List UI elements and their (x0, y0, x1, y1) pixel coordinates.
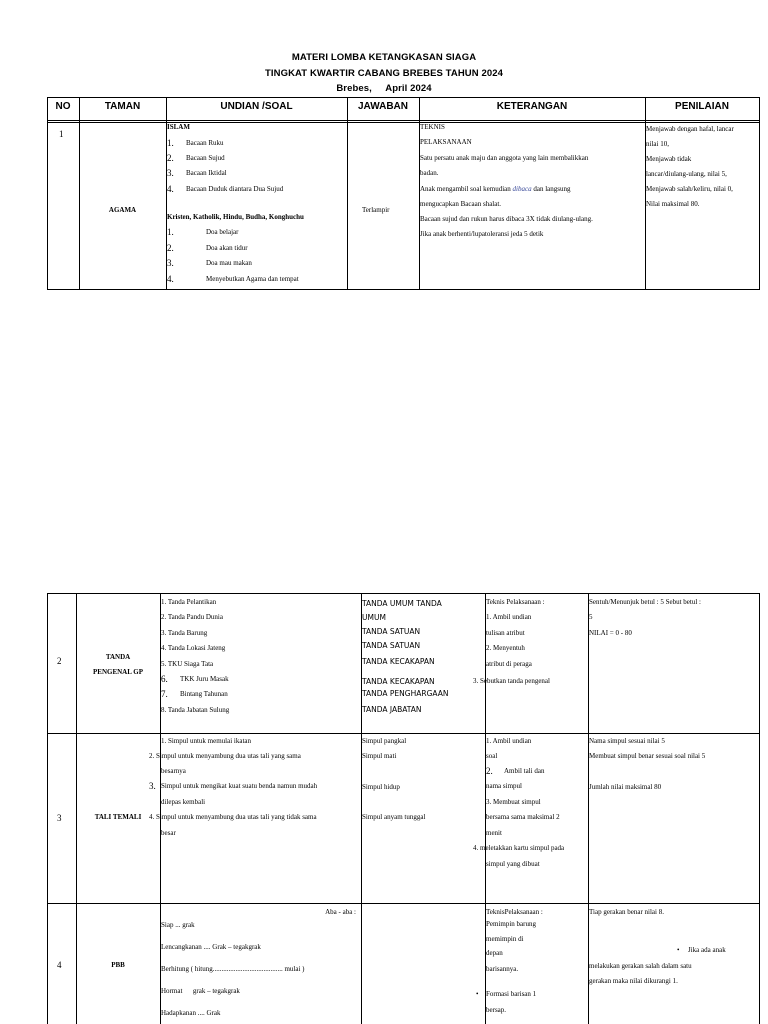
jawaban-line: Simpul pangkal (362, 737, 407, 745)
soal-line: TKK Juru Masak (180, 675, 229, 683)
document-date-line (0, 83, 768, 94)
islam-heading: ISLAM (167, 123, 190, 131)
nilai-line: NILAI = 0 - 80 (589, 629, 632, 637)
ket-line: menit (486, 829, 502, 837)
soal-line: 4. Simpul untuk menyambung dua utas tali yang tidak sama (149, 813, 317, 821)
jawaban-cell: Terlampir (362, 206, 390, 214)
soal-line: Bintang Tahunan (180, 690, 228, 698)
list-number: 1. (167, 227, 174, 237)
col-header-keterangan: KETERANGAN (496, 101, 568, 112)
row-number: 4 (57, 960, 62, 970)
soal-line (161, 984, 240, 999)
soal-line: Siap ... grak (161, 921, 195, 929)
list-item: Doa belajar (206, 228, 239, 236)
date-value: April 2024 (385, 83, 432, 94)
nilai-line: 5 (589, 613, 593, 621)
col-header-jawaban: JAWABAN (357, 101, 408, 112)
nilai-line: Jika ada anak (688, 946, 726, 954)
col-header-no: NO (55, 101, 71, 112)
list-item: Bacaan Iktidal (186, 169, 227, 177)
nilai-line: Jumlah nilai maksimal 80 (589, 783, 662, 791)
ket-emphasis: dibaca (512, 185, 532, 193)
bullet-icon: • (476, 990, 479, 998)
ket-line: TEKNIS (420, 123, 445, 131)
nilai-line: Nama simpul sesuai nilai 5 (589, 737, 665, 745)
soal-text: grak – tegakgrak (192, 987, 240, 995)
soal-line: 3. Tanda Barung (161, 629, 208, 637)
list-item: Doa mau makan (206, 259, 252, 267)
soal-line: Lencangkanan .... Grak – tegakgrak (161, 943, 261, 951)
ket-line: simpul yang dibuat (486, 860, 540, 868)
ket-line: bersama sama maksimal 2 (486, 813, 560, 821)
taman-name: TALI TEMALI (94, 813, 142, 821)
list-number: 2. (486, 766, 493, 776)
document-subtitle: TINGKAT KWARTIR CABANG BREBES TAHUN 2024 (265, 68, 503, 79)
jawaban-line: Simpul anyam tunggal (362, 813, 426, 821)
ket-line: TeknisPelaksanaan : (486, 908, 543, 916)
list-number: 3. (167, 258, 174, 268)
list-number: 6. (161, 674, 168, 684)
soal-text: Hormat (161, 987, 183, 995)
nilai-line: Menjawab salah/keliru, nilai 0, (646, 185, 733, 193)
nilai-line: Membuat simpul benar sesuai soal nilai 5 (589, 752, 706, 760)
list-number: 4. (167, 274, 174, 284)
ket-line: 3. Membuat simpul (486, 798, 541, 806)
nilai-line: Menjawab tidak (646, 155, 692, 163)
ket-line: Ambil tali dan (504, 767, 545, 775)
soal-line: 8. Tanda Jabatan Sulung (161, 706, 230, 714)
nilai-line: Menjawab dengan hafal, lancar (646, 125, 734, 133)
ket-line: Teknis Pelaksanaan : (486, 598, 545, 606)
ket-line: bersap. (486, 1006, 507, 1014)
list-number: 3. (149, 781, 156, 791)
jawaban-line: TANDA PENGHARGAAN (362, 689, 449, 698)
nilai-line: Sentuh/Menunjuk betul : 5 Sebut betul : (589, 598, 701, 606)
ket-line: 2. Menyentuh (486, 644, 525, 652)
document-title: MATERI LOMBA KETANGKASAN SIAGA (291, 52, 477, 63)
nilai-line: Nilai maksimal 80. (646, 200, 700, 208)
list-number: 4. (167, 184, 174, 194)
ket-text: dan langsung (533, 185, 571, 193)
nilai-line: nilai 10, (646, 140, 669, 148)
list-number: 1. (167, 138, 174, 148)
soal-line: Aba - aba : (325, 908, 356, 916)
ket-line: atribut di peraga (486, 660, 532, 668)
jawaban-line: TANDA SATUAN (362, 641, 421, 650)
col-header-soal: UNDIAN /SOAL (220, 101, 293, 112)
ket-line: 4. meletakkan kartu simpul pada (473, 844, 565, 852)
ket-line (420, 182, 571, 197)
jawaban-line: Simpul mati (362, 752, 397, 760)
ket-line: 1. Ambil undian (486, 737, 532, 745)
row-number: 2 (57, 656, 62, 666)
jawaban-line: Simpul hidup (362, 783, 400, 791)
ket-line: memimpin di (486, 935, 524, 943)
ket-line: badan. (420, 169, 439, 177)
list-item: Doa akan tidur (206, 244, 248, 252)
ket-line: 3. Sebutkan tanda pengenal (473, 677, 550, 685)
list-item: Bacaan Ruku (186, 139, 224, 147)
ket-line: PELAKSANAAN (420, 138, 472, 146)
soal-line: 1. Tanda Pelantikan (161, 598, 217, 606)
other-religion-heading: Kristen, Katholik, Hindu, Budha, Konghuchu (167, 213, 304, 221)
jawaban-line: TANDA KECAKAPAN (362, 677, 435, 686)
soal-line: Hadapkanan .... Grak (161, 1009, 221, 1017)
taman-name: PBB (111, 961, 125, 969)
soal-line: 2. Simpul untuk menyambung dua utas tali yang sama (149, 752, 301, 760)
soal-line: Simpul untuk mengikat kuat suatu benda namun mudah (161, 782, 318, 790)
col-header-penilaian: PENILAIAN (675, 101, 729, 112)
jawaban-line: TANDA KECAKAPAN (362, 657, 435, 666)
bullet-icon: • (677, 946, 680, 954)
nilai-line: melakukan gerakan salah dalam satu (589, 962, 692, 970)
soal-line: 1. Simpul untuk memulai ikatan (161, 737, 252, 745)
row-number: 3 (57, 813, 62, 823)
soal-line: besarnya (161, 767, 186, 775)
list-number: 2. (167, 243, 174, 253)
soal-line: 2. Tanda Pandu Dunia (161, 613, 223, 621)
soal-line: besar (161, 829, 176, 837)
ket-line: depan (486, 949, 503, 957)
list-item: Menyebutkan Agama dan tempat (206, 275, 299, 283)
ket-line: nama simpul (486, 782, 522, 790)
list-number: 3. (167, 168, 174, 178)
jawaban-line: UMUM (362, 613, 386, 622)
date-place: Brebes, (336, 83, 372, 94)
jawaban-line: TANDA SATUAN (362, 627, 421, 636)
list-item: Bacaan Duduk diantara Dua Sujud (186, 185, 284, 193)
soal-line: 5. TKU Siaga Tata (161, 660, 214, 668)
soal-line: Berhitung ( hitung........................................ mulai ) (161, 965, 305, 973)
ket-line: Pemimpin barung (486, 920, 536, 928)
taman-name: TANDA (105, 653, 131, 661)
list-number: 7. (161, 689, 168, 699)
ket-line: Satu persatu anak maju dan anggota yang lain membalikkan (420, 154, 589, 162)
list-item: Bacaan Sujud (186, 154, 225, 162)
soal-line: dilepas kembali (161, 798, 206, 806)
ket-line: Jika anak berhenti/lupatoleransi jeda 5 detik (420, 230, 544, 238)
ket-line: soal (486, 752, 498, 760)
jawaban-line: TANDA UMUM TANDA (362, 599, 442, 608)
soal-line: 4. Tanda Lokasi Jateng (161, 644, 226, 652)
nilai-line: Tiap gerakan benar nilai 8. (589, 908, 664, 916)
taman-name: PENGENAL GP (93, 668, 143, 676)
list-number: 2. (167, 153, 174, 163)
col-header-taman: TAMAN (104, 101, 141, 112)
jawaban-line: TANDA JABATAN (362, 705, 422, 714)
ket-line: Bacaan sujud dan rukun harus dibaca 3X tidak diulang-ulang. (420, 215, 593, 223)
nilai-line: lancar/diulang-ulang, nilai 5, (646, 170, 727, 178)
ket-line: Formasi barisan 1 (486, 990, 537, 998)
row-number: 1 (59, 129, 64, 139)
ket-line: 1. Ambil undian (486, 613, 532, 621)
nilai-line: gerakan maka nilai dikurangi 1. (589, 977, 678, 985)
ket-line: tulisan atribut (486, 629, 525, 637)
ket-line: mengucapkan Bacaan shalat. (420, 200, 502, 208)
ket-text: Anak mengambil soal kemudian (420, 185, 511, 193)
taman-name: AGAMA (108, 206, 137, 214)
ket-line: barisannya. (486, 965, 519, 973)
